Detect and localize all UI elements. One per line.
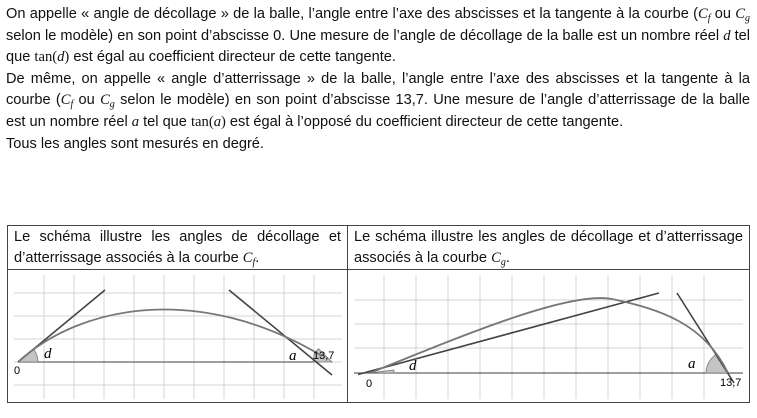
paragraph-decollage: On appelle « angle de décollage » de la balle, l’angle entre l’axe des abscisses et la tangente à la courbe ($C_f$ ou $C_g$ selon le modèle) en son point d’abscisse 0. Une mesure de l’angle de décollage de la balle est un nombre réel d tel que tan(d) est égal au coefficient directeur de cette tangente. <box>6 6 750 66</box>
label-a: a <box>289 348 297 364</box>
caption-cg: Le schéma illustre les angles de décollage et d’atterrissage associés à la courbe $C_g$. <box>348 226 749 270</box>
curve-cf <box>18 310 322 362</box>
figure-cg <box>354 275 743 398</box>
grid-lines <box>14 275 342 399</box>
curve-cg <box>370 298 728 373</box>
schema-cell-cg <box>348 226 749 402</box>
label-d: d <box>409 358 417 374</box>
paragraph-degres: Tous les angles sont mesurés en degré. <box>6 135 264 152</box>
caption-cf: Le schéma illustre les angles de décollage et d’atterrissage associés à la courbe $C_f$. <box>8 226 347 270</box>
intro-text <box>6 4 750 155</box>
grid-lines <box>354 275 743 399</box>
schema-cell-cf <box>8 226 348 402</box>
tangent-decollage <box>358 293 659 375</box>
label-origin: 0 <box>366 378 373 390</box>
paragraph-atterrissage: De même, on appelle « angle d’atterrissage » de la balle, l’angle entre l’axe des abscisses et la tangente à la courbe ($C_f$ ou $C_g$ selon le modèle) en son point d’abscisse 13,7. Une mesure de l’angle d’atterrissage de la balle est un nombre réel a tel que tan(a) est égal à l’opposé du coefficient directeur de cette tangente. <box>6 70 750 130</box>
label-origin: 0 <box>14 365 21 377</box>
label-13-7: 13,7 <box>720 377 742 389</box>
label-13-7: 13,7 <box>313 350 335 362</box>
figure-cf <box>14 275 341 398</box>
label-d: d <box>44 346 52 362</box>
graph-cf <box>14 275 342 399</box>
schema-table <box>7 225 750 403</box>
label-a: a <box>688 356 696 372</box>
graph-cg <box>354 275 743 399</box>
